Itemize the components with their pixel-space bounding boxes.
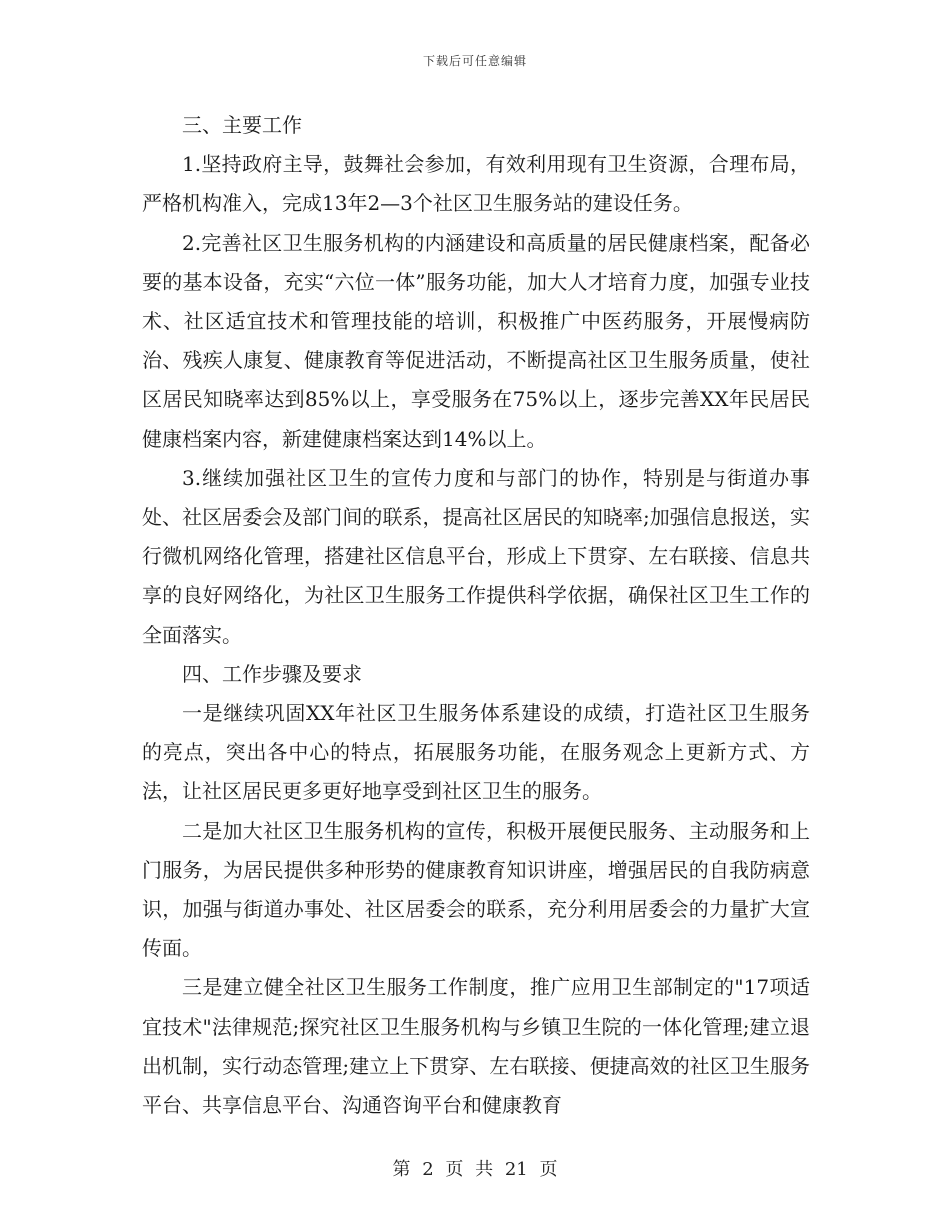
paragraph: 一是继续巩固XX年社区卫生服务体系建设的成绩，打造社区卫生服务的亮点，突出各中心的特点，拓展服务功能，在服务观念上更新方式、方法，让社区居民更多更好地享受到社区卫生的服务。 [142, 701, 810, 804]
section-heading-main-work: 三、主要工作 [182, 113, 302, 137]
paragraph: 3.继续加强社区卫生的宣传力度和与部门的协作，特别是与街道办事处、社区居委会及部门间的联系，提高社区居民的知晓率;加强信息报送，实行微机网络化管理，搭建社区信息平台，形成上下贯穿、左右联接、信息共享的良好网络化，为社区卫生服务工作提供科学依据，确保社区卫生工作的全面落实。 [142, 465, 810, 647]
document-body [142, 106, 810, 1125]
page-number-footer: 第 2 页 共 21 页 [392, 1159, 558, 1180]
paragraph: 三是建立健全社区卫生服务工作制度，推广应用卫生部制定的"17项适宜技术"法律规范;探究社区卫生服务机构与乡镇卫生院的一体化管理;建立退出机制，实行动态管理;建立上下贯穿、左右联接、便捷高效的社区卫生服务平台、共享信息平台、沟通咨询平台和健康教育 [142, 975, 810, 1118]
section-heading-steps: 四、工作步骤及要求 [182, 661, 362, 686]
page-header: 下载后可任意编辑 [422, 54, 527, 68]
paragraph: 2.完善社区卫生服务机构的内涵建设和高质量的居民健康档案，配备必要的基本设备，充实“六位一体”服务功能，加大人才培育力度，加强专业技术、社区适宜技术和管理技能的培训，积极推广中医药服务，开展慢病防治、残疾人康复、健康教育等促进活动，不断提高社区卫生服务质量，使社区居民知晓率达到85%以上，享受服务在75%以上，逐步完善XX年民居民健康档案内容，新建健康档案达到14%以上。 [142, 230, 810, 451]
paragraph: 二是加大社区卫生服务机构的宣传，积极开展便民服务、主动服务和上门服务，为居民提供多种形势的健康教育知识讲座，增强居民的自我防病意识，加强与街道办事处、社区居委会的联系，充分利用居委会的力量扩大宣传面。 [142, 818, 810, 961]
paragraph: 1.坚持政府主导，鼓舞社会参加，有效利用现有卫生资源，合理布局，严格机构准入，完成13年2—3个社区卫生服务站的建设任务。 [142, 152, 810, 216]
